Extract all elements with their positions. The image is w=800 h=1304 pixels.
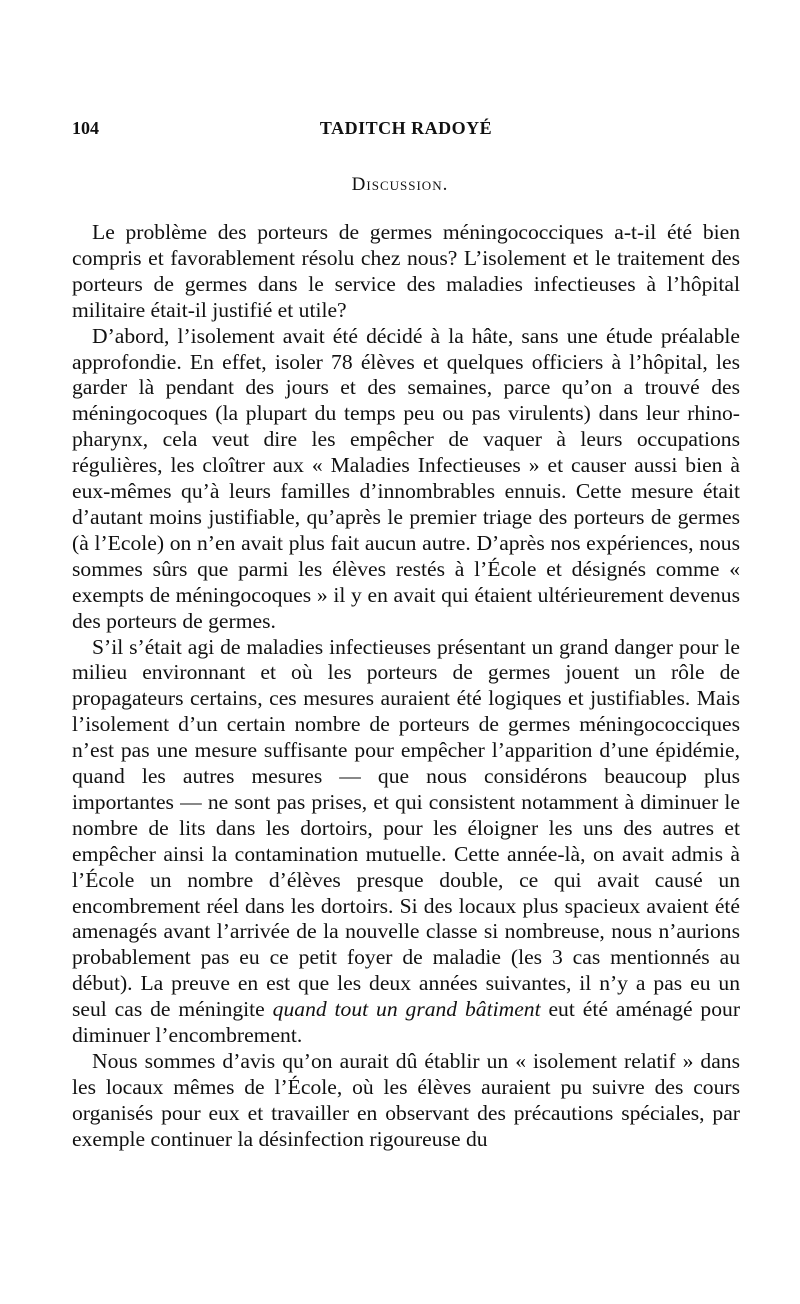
section-title: Discussion. <box>351 174 449 195</box>
paragraph-1: Le problème des porteurs de germes méningococciques a-t-il été bien compris et favorablement résolu chez nous? L’isolement et le traitement des porteurs de germes dans le service des maladies infectieuses à l’hôpital militaire était-il justifié et utile? <box>72 220 740 322</box>
page-number: 104 <box>72 118 99 138</box>
paragraph-3-text: S’il s’était agi de maladies infectieuses présentant un grand danger pour le milieu environnant et où les porteurs de germes jouent un rôle de propagateurs certains, ces mesures auraient été logiques et justifiables. Mais l’isolement d’un certain nombre de porteurs de germes méningococciques n’est pas une mesure suffisante pour empêcher l’apparition d’une épidémie, quand les autres mesures — que nous considérons beaucoup plus importantes — ne sont pas prises, et qui consistent notamment à diminuer le nombre de lits dans les dortoirs, pour les éloigner les uns des autres et empêcher ainsi la contamination mutuelle. Cette année-là, on avait admis à l’École un nombre d’élèves presque double, ce qui avait causé un encombrement réel dans les dortoirs. Si des locaux plus spacieux avaient été amenagés avant l’arrivée de la nouvelle classe si nombreuse, nous n’aurions probablement pas eu ce petit foyer de maladie (les 3 cas mentionnés au début). La preuve en est que les deux années suivantes, il n’y a pas eu un seul cas de méningite <box>72 634 740 1022</box>
paragraph-2: D’abord, l’isolement avait été décidé à la hâte, sans une étude préalable approfondie. En effet, isoler 78 élèves et quelques officiers à l’hôpital, les garder là pendant des jours et des semaines, parce qu’on a trouvé des méningocoques (la plupart du temps peu ou pas virulents) dans leur rhino-pharynx, cela veut dire les empêcher de vaquer à leurs occupations régulières, les cloîtrer aux « Maladies Infectieuses » et causer aussi bien à eux-mêmes qu’à leurs familles d’innombrables ennuis. Cette mesure était d’autant moins justifiable, qu’après le premier triage des porteurs de germes (à l’Ecole) on n’en avait plus fait aucun autre. D’après nos expériences, nous sommes sûrs que parmi les élèves restés à l’École et désignés comme « exempts de méningocoques » il y en avait qui étaient ultérieurement devenus des porteurs de germes. <box>72 323 740 633</box>
paragraph-3-tail: eut été aménagé pour diminuer l’encombrement. <box>72 997 741 1048</box>
paragraph-4: Nous sommes d’avis qu’on aurait dû établir un « isolement relatif » dans les locaux mêmes de l’École, où les élèves auraient pu suivre des cours organisés pour eux et travailler en observant des précautions spéciales, par exemple continuer la désinfection rigoureuse du <box>72 1049 740 1151</box>
body-text <box>72 220 740 1153</box>
running-title: TADITCH RADOYÉ <box>319 118 493 138</box>
paragraph-3-emphasis: quand tout un grand bâtiment <box>272 997 541 1022</box>
running-header <box>72 112 740 142</box>
paragraph-3 <box>72 635 740 1050</box>
